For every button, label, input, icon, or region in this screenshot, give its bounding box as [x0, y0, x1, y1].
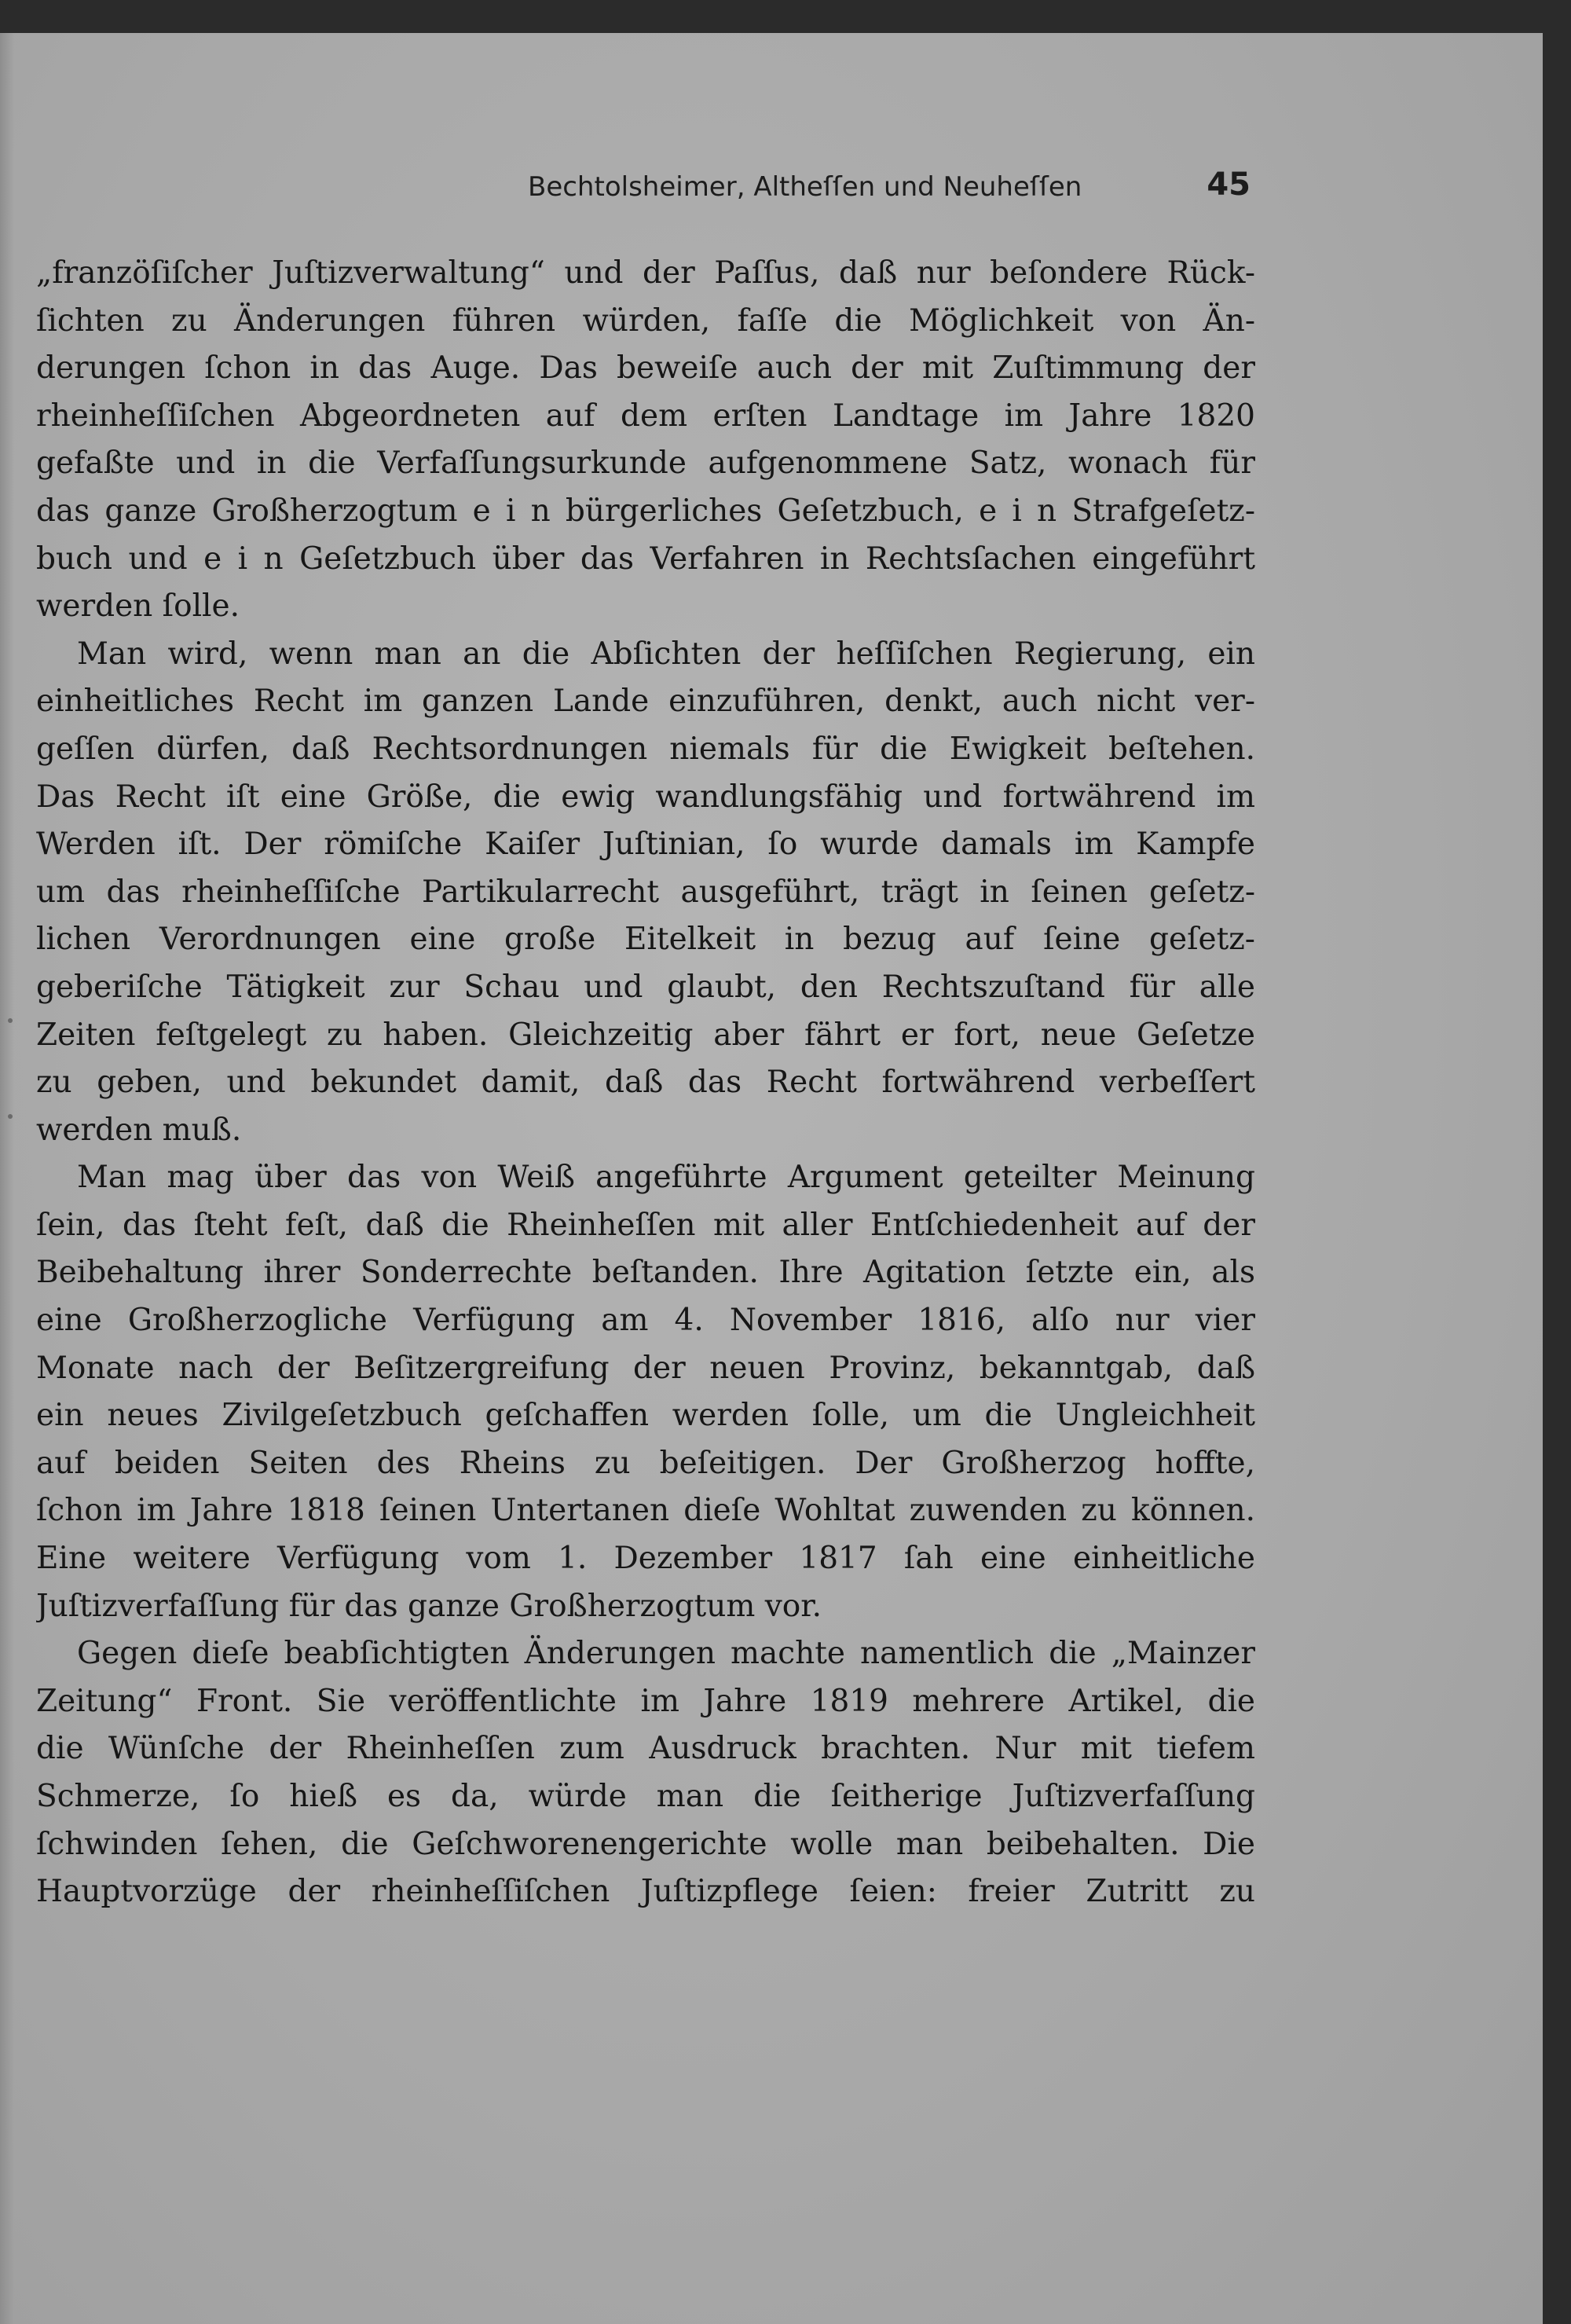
text-line: Beibehaltung ihrer Sonderrechte beſtanden. Ihre Agitation ſetzte ein, als [36, 1255, 1255, 1291]
text-line: zu geben, und bekundet damit, daß das Recht fortwährend verbeſſert [36, 1065, 1255, 1101]
text-line: das ganze Großherzogtum e i n bürgerliches Geſetzbuch, e i n Strafgeſetz- [36, 493, 1255, 529]
text-line: auf beiden Seiten des Rheins zu beſeitigen. Der Großherzog hoffte, [36, 1445, 1255, 1481]
text-line: einheitliches Recht im ganzen Lande einzuführen, denkt, auch nicht ver- [36, 684, 1255, 720]
text-line: lichen Verordnungen eine große Eitelkeit in bezug auf ſeine geſetz- [36, 922, 1255, 958]
text-line: „franzöſiſcher Juſtizverwaltung“ und der Paſſus, daß nur beſondere Rück- [36, 255, 1255, 291]
paragraph [36, 1630, 1255, 1916]
text-line: ſchwinden ſehen, die Geſchworenengerichte wolle man beibehalten. Die [36, 1826, 1255, 1862]
text-line: Gegen dieſe beabſichtigten Änderungen machte namentlich die „Mainzer [77, 1636, 1255, 1672]
text-line: Eine weitere Verfügung vom 1. Dezember 1817 ſah eine einheitliche [36, 1541, 1255, 1577]
scan-border-right [1543, 0, 1571, 2324]
text-line: eine Großherzogliche Verfügung am 4. November 1816, alſo nur vier [36, 1303, 1255, 1339]
text-line: Man wird, wenn man an die Abſichten der heſſiſchen Regierung, ein [77, 636, 1255, 672]
page-gutter-shadow [0, 33, 14, 2324]
text-line: buch und e i n Geſetzbuch über das Verfahren in Rechtsſachen eingeführt [36, 541, 1255, 577]
text-line: Juſtizverfaſſung für das ganze Großherzogtum vor. [36, 1588, 822, 1624]
running-title: Bechtolsheimer, Altheſſen und Neuheſſen [528, 171, 1082, 203]
text-line: werden ſolle. [36, 588, 240, 625]
text-line: Zeitung“ Front. Sie veröffentlichte im Jahre 1819 mehrere Artikel, die [36, 1683, 1255, 1719]
text-line: geberiſche Tätigkeit zur Schau und glaubt, den Rechtszuſtand für alle [36, 969, 1255, 1005]
text-line: rheinheſſiſchen Abgeordneten auf dem erſten Landtage im Jahre 1820 [36, 398, 1255, 434]
text-line: Hauptvorzüge der rheinheſſiſchen Juſtizpflege ſeien: freier Zutritt zu [36, 1874, 1255, 1910]
paragraph [36, 1154, 1255, 1630]
running-header [528, 167, 1251, 211]
text-line: Zeiten feſtgelegt zu haben. Gleichzeitig aber fährt er fort, neue Geſetze [36, 1017, 1255, 1053]
body-text [36, 250, 1255, 1916]
text-line: ſchon im Jahre 1818 ſeinen Untertanen dieſe Wohltat zuwenden zu können. [36, 1493, 1255, 1529]
text-line: Werden iſt. Der römiſche Kaiſer Juſtinian, ſo wurde damals im Kampfe [36, 827, 1255, 863]
paragraph [36, 250, 1255, 631]
text-line: geſſen dürfen, daß Rechtsordnungen niemals für die Ewigkeit beſtehen. [36, 731, 1255, 767]
text-line: gefaßte und in die Verfaſſungsurkunde aufgenommene Satz, wonach für [36, 445, 1255, 482]
text-line: ein neues Zivilgeſetzbuch geſchaffen werden ſolle, um die Ungleichheit [36, 1398, 1255, 1434]
text-line: derungen ſchon in das Auge. Das beweiſe auch der mit Zuſtimmung der [36, 350, 1255, 387]
page-number: 45 [1207, 167, 1251, 203]
text-line: Monate nach der Beſitzergreifung der neuen Provinz, bekanntgab, daß [36, 1350, 1255, 1386]
scan-speck [8, 1114, 13, 1119]
text-line: Man mag über das von Weiß angeführte Argument geteilter Meinung [77, 1160, 1255, 1196]
text-line: die Wünſche der Rheinheſſen zum Ausdruck brachten. Nur mit tiefem [36, 1731, 1255, 1767]
text-line: werden muß. [36, 1112, 242, 1148]
text-line: um das rheinheſſiſche Partikularrecht ausgeführt, trägt in ſeinen geſetz- [36, 874, 1255, 910]
scan-border-top [0, 0, 1571, 33]
text-line: ſichten zu Änderungen führen würden, faſſe die Möglichkeit von Än- [36, 302, 1255, 339]
text-line: ſein, das ſteht feſt, daß die Rheinheſſen mit aller Entſchiedenheit auf der [36, 1207, 1255, 1243]
scan-speck [8, 1018, 13, 1023]
paragraph [36, 631, 1255, 1155]
text-line: Das Recht iſt eine Größe, die ewig wandlungsfähig und fortwährend im [36, 779, 1255, 815]
text-line: Schmerze, ſo hieß es da, würde man die ſeitherige Juſtizverfaſſung [36, 1779, 1255, 1814]
